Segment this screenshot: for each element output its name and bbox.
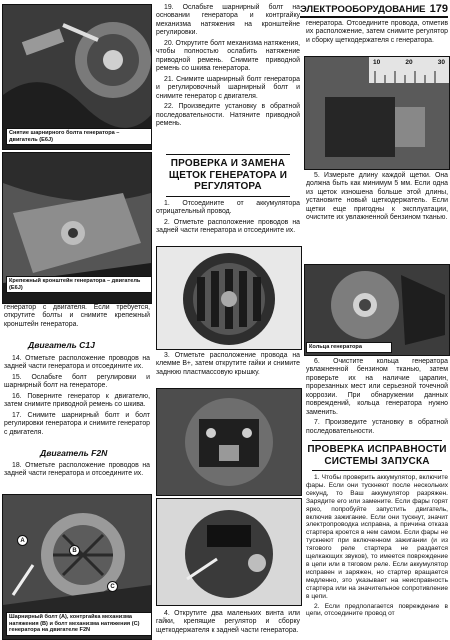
heading-rule-bottom (312, 470, 442, 471)
heading-engine-f2n: Двигатель F2N (40, 448, 108, 458)
step-5: 5. Измерьте длину каждой щетки. Она должна быть как минимум 5 мм. Если одна из щеток изношена больше этой длины, установите новый щеткодержатель. Если щетки еще пригодны к эксплуатации, очистите их увлажненной бензином тканью. (306, 172, 448, 222)
step-21: 21. Снимите шарнирный болт генератора и регулировочный шарнирный болт и снимите генератор с двигателя. (156, 75, 300, 100)
step-1: 1. Отсоедините от аккумулятора отрицательный провод. (156, 200, 300, 216)
caption-2: Крепежный кронштейн генератора – двигатель (E6J) (6, 276, 152, 293)
heading-engine-c1j: Двигатель C1J (28, 340, 95, 350)
caption-4: Кольца генератора (306, 342, 392, 353)
ruler-number: 10 (373, 59, 381, 66)
col3-text-top (306, 20, 448, 47)
step-22: 22. Произведите установку в обратной последовательности. Натяните приводной ремень. (156, 103, 300, 128)
step-3: 3. Отметьте расположение провода на клемме B+, затем открутите гайки и снимите заднюю пластмассовую крышку. (156, 352, 300, 376)
step-16: 16. Поверните генератор к двигателю, затем снимите приводной ремень со шкива. (4, 392, 150, 409)
step-2: 2. Отметьте расположение проводов на задней части генератора и отсоедините их. (156, 218, 300, 235)
heading-rule-top (166, 154, 290, 155)
photo-brush-measure (304, 56, 450, 170)
brush-holder-photo (157, 499, 301, 605)
col1-text-c1j (4, 355, 150, 439)
col2-text-mid (156, 200, 300, 238)
col1-text-f2n (4, 462, 150, 481)
col2-text-step4 (156, 610, 300, 637)
col2-text-top (156, 4, 300, 131)
step-6: 6. Очистите кольца генератора увлажненной бензином тканью, затем проверьте их на наличие царапин, прорезанных мест или серьезной точечной коррозии. При обнаружении данных повреждений, кольца генератора нужно заменить. (306, 358, 448, 416)
step-15: 15. Ослабьте болт регулировки и шарнирный болт на генераторе. (4, 373, 150, 390)
paragraph-continued: генератора. Отсоедините провода, отметив их расположение, затем снимите регулятор и сборку щеткодержателя с генератора. (306, 20, 448, 44)
col1-text-top (4, 304, 150, 331)
heading-rule-bottom (166, 196, 290, 197)
step-19: 19. Ослабьте шарнирный болт на основании генератора и контргайку механизма натяжения на кронштейне регулировки. (156, 4, 300, 37)
header-rule (300, 16, 448, 18)
col3-text-step5 (306, 172, 448, 225)
measure-photo (305, 57, 449, 169)
paragraph: генератор с двигателя. Если требуется, открутите болты и снимите крепежный кронштейн генератора. (4, 304, 150, 328)
heading-starter-check: ПРОВЕРКА ИСПРАВНОСТИ СИСТЕМЫ ЗАПУСКА (307, 444, 447, 467)
step-7: 7. Произведите установку в обратной последовательности. (306, 419, 448, 435)
step-14: 14. Отметьте расположение проводов на задней части генератора и отсоедините их. (4, 355, 150, 371)
page-number: 179 (429, 3, 448, 15)
generator-photo (157, 247, 301, 349)
step-18: 18. Отметьте расположение проводов на задней части генератора и отсоедините их. (4, 462, 150, 478)
caption-3: Шарнирный болт (A), контргайка механизма натяжения (B) и болт механизма натяжения (C) генератора на двигателе F2N (6, 612, 152, 636)
step-17: 17. Снимите шарнирный болт и болт регулировки генератора и снимите генератор с двигателя. (4, 411, 150, 436)
step-1: 1. Чтобы проверить аккумулятор, включите фары. Если они тускнеют после нескольких секунд, то Ваш аккумулятор разряжен. Зарядите его или замените. Если фары горят ярко, попробуйте запустить двигатель, включив зажигание. Если они тускнут, значит электропроводка исправна, а причина отказа стартера кроется в нем самом. Если фары не тускнеют при включенном зажигании (и из тягового реле стартера не раздается щелкающих звуков), то имеется повреждение в цепи или в тяговом реле. Если аккумулятор исправен и заряжен, но стартер вращается медленно, это указывает на неисправность стартера или на значительное сопротивление в цепи. (306, 474, 448, 600)
page-header (300, 2, 448, 16)
section-title: ЭЛЕКТРООБОРУДОВАНИЕ (300, 3, 426, 15)
photo-regulator (156, 388, 302, 496)
marker-b: B (69, 545, 80, 556)
ruler-number: 30 (437, 59, 445, 66)
col3-text-mid (306, 358, 448, 438)
col2-text-step3 (156, 352, 300, 379)
step-4: 4. Открутите два маленьких винта или гайки, крепящие регулятор и сборку щеткодержателя к задней части генератора. (156, 610, 300, 634)
photo-brush-holder (156, 498, 302, 606)
marker-c: C (107, 581, 118, 592)
step-2: 2. Если предполагается повреждение в цепи, отсоедините провод от (306, 602, 448, 618)
ruler-number: 20 (405, 59, 413, 66)
heading-rule-top (312, 440, 442, 441)
col3-text-bottom (306, 474, 448, 620)
heading-brushes: ПРОВЕРКА И ЗАМЕНА ЩЕТОК ГЕНЕРАТОРА И РЕГУЛЯТОРА (168, 158, 288, 192)
photo-generator-rear (156, 246, 302, 350)
step-20: 20. Открутите болт механизма натяжения, чтобы полностью ослабить натяжение приводной ремень. Снимите приводной ремень со шкива генератора. (156, 39, 300, 73)
marker-a: A (17, 535, 28, 546)
regulator-photo (157, 389, 301, 495)
ruler-scale (373, 59, 445, 66)
caption-1: Снятие шарнирного болта генератора – двигатель (E6J) (6, 128, 152, 145)
